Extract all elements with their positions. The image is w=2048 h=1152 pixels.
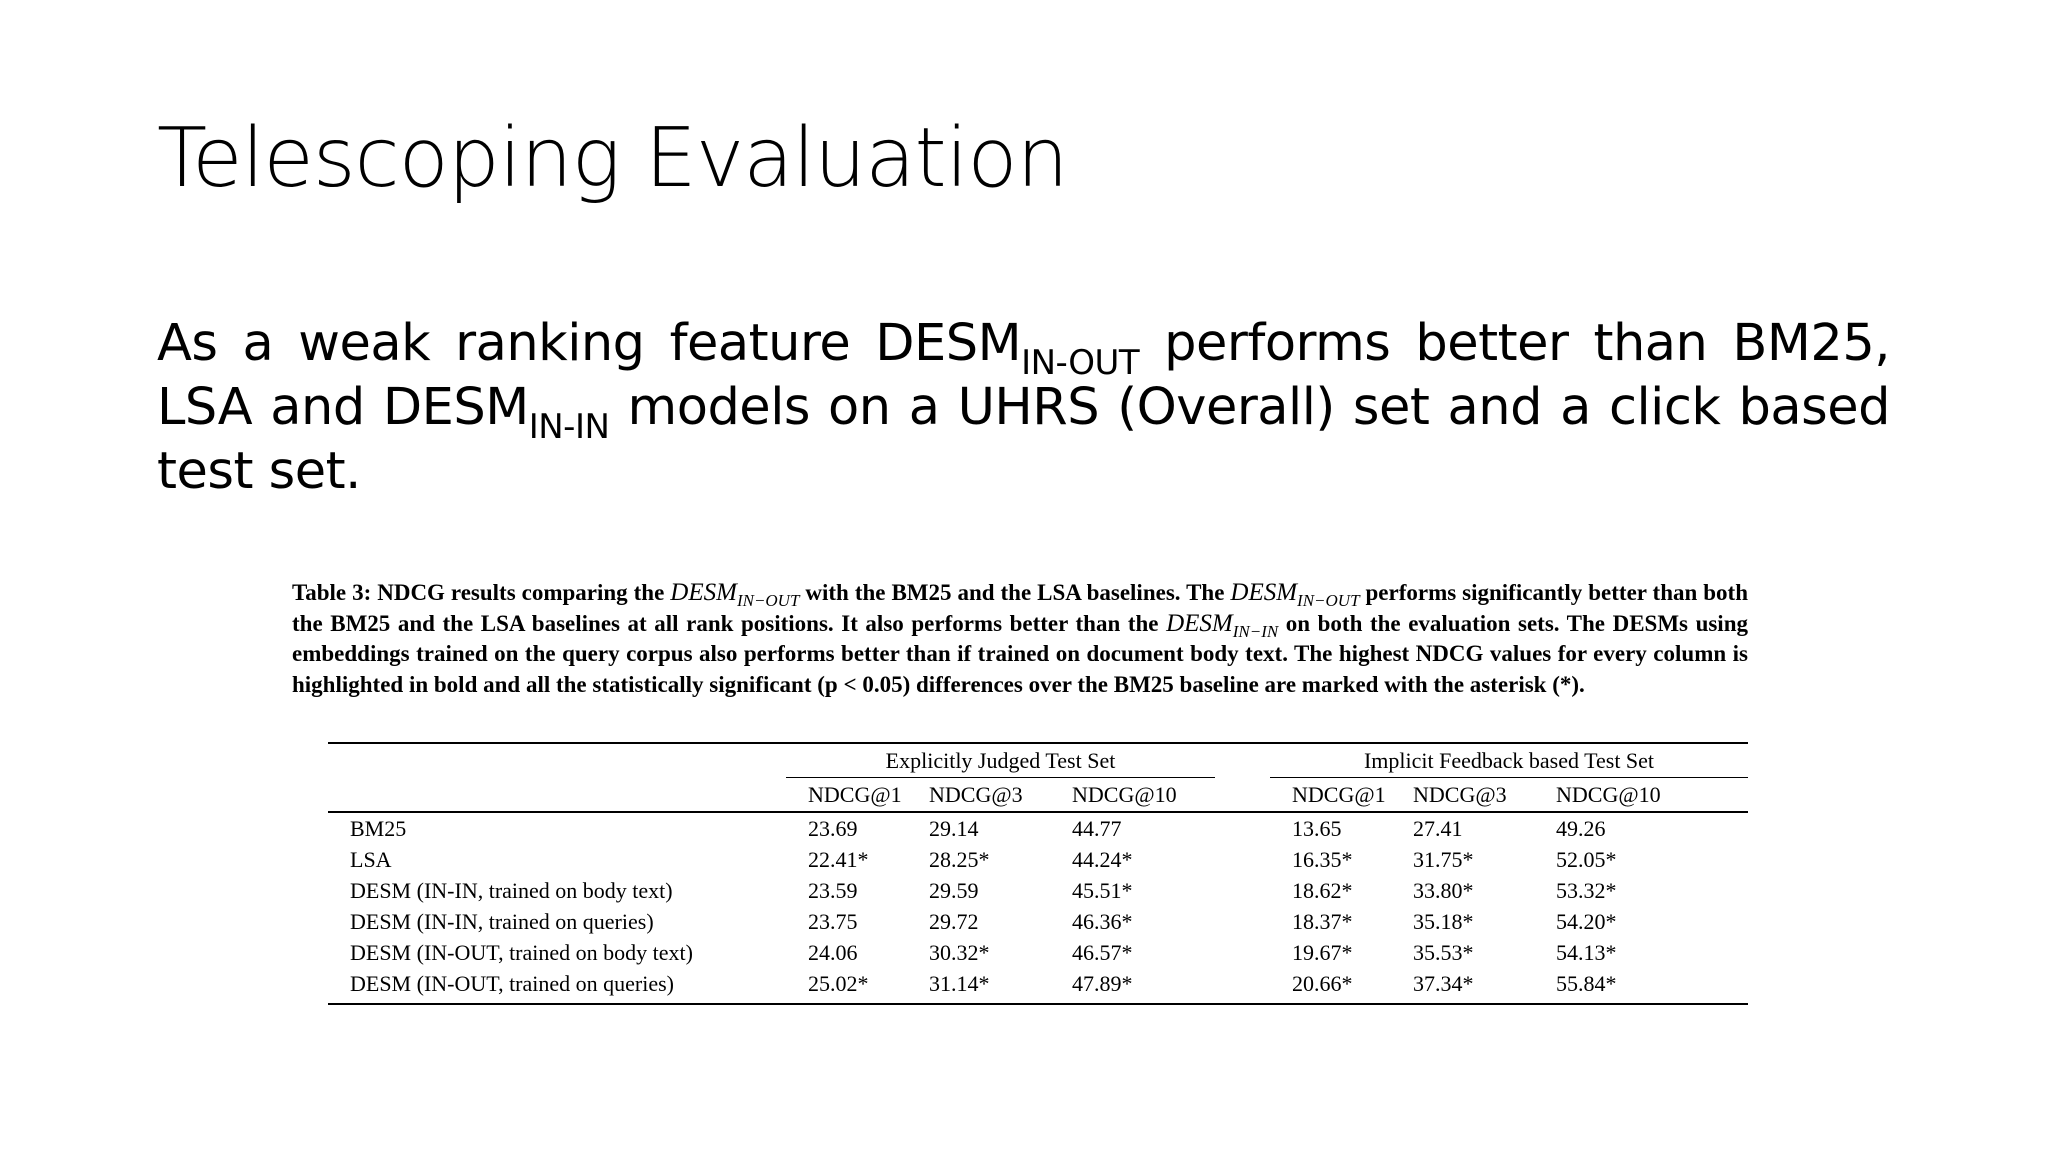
column-header: NDCG@10 (1556, 781, 1661, 807)
caption-text: with the BM25 and the LSA baselines. The (799, 580, 1231, 605)
group-header-label: Explicitly Judged Test Set (786, 748, 1215, 778)
row-model-name: BM25 (350, 815, 407, 841)
caption-text: Table 3: NDCG results comparing the (292, 580, 671, 605)
slide-title: Telescoping Evaluation (157, 111, 1068, 206)
table-row (328, 812, 1748, 844)
row-value: 45.51* (1072, 877, 1133, 903)
column-header-model (328, 778, 786, 812)
row-value: 13.65 (1292, 815, 1342, 841)
results-table (328, 742, 1748, 1005)
row-value: 23.59 (808, 877, 858, 903)
row-value: 24.06 (808, 939, 858, 965)
column-gap (1215, 778, 1270, 812)
group-gap (1215, 743, 1270, 778)
row-value: 54.20* (1556, 908, 1617, 934)
body-text-part: performs better than BM25, LSA and DESM (157, 314, 1890, 437)
row-value: 18.62* (1292, 877, 1353, 903)
table-body (328, 812, 1748, 1004)
table-row (328, 906, 1748, 937)
group-header-label: Implicit Feedback based Test Set (1270, 748, 1748, 778)
row-value: 44.24* (1072, 846, 1133, 872)
row-value: 20.66* (1292, 970, 1353, 996)
row-value: 54.13* (1556, 939, 1617, 965)
column-header: NDCG@1 (808, 781, 902, 807)
row-value: 29.14 (929, 815, 979, 841)
row-value: 25.02* (808, 970, 869, 996)
row-value: 28.25* (929, 846, 990, 872)
row-gap (1215, 812, 1270, 844)
row-value: 55.84* (1556, 970, 1617, 996)
table-figure (290, 570, 1750, 1040)
row-value: 35.53* (1413, 939, 1474, 965)
caption-math-base: DESM (1166, 609, 1233, 637)
row-model-name: DESM (IN-IN, trained on queries) (350, 908, 654, 934)
body-subscript: IN-OUT (1021, 343, 1140, 383)
row-value: 22.41* (808, 846, 869, 872)
row-value: 47.89* (1072, 970, 1133, 996)
row-value: 46.57* (1072, 939, 1133, 965)
caption-math-sub: IN−IN (1232, 621, 1279, 641)
caption-math-sub: IN−OUT (736, 591, 800, 610)
body-text-part: models on a UHRS (Overall) set and a click based test set. (157, 378, 1890, 501)
row-gap (1215, 937, 1270, 968)
body-text-part: As a weak ranking feature DESM (157, 314, 1022, 373)
caption-math (1166, 609, 1279, 641)
row-model-name: DESM (IN-OUT, trained on queries) (350, 970, 675, 996)
group-header-explicit (786, 743, 1215, 778)
row-value: 49.26 (1556, 815, 1606, 841)
row-value: 16.35* (1292, 846, 1353, 872)
row-model-name: LSA (350, 846, 392, 872)
row-value: 37.34* (1413, 970, 1474, 996)
slide-body-text (157, 312, 1890, 504)
caption-math (670, 579, 800, 610)
table-row (328, 968, 1748, 1004)
row-value: 18.37* (1292, 908, 1353, 934)
group-header-row (328, 743, 1748, 778)
caption-math (1230, 579, 1360, 610)
caption-math-base: DESM (1230, 579, 1298, 606)
row-value: 27.41 (1413, 815, 1463, 841)
row-value: 44.77 (1072, 815, 1122, 841)
row-value: 23.69 (808, 815, 858, 841)
caption-text: performs significantly better than both the BM25 and the LSA baselines at all rank positions. It also performs better than the (292, 580, 1748, 636)
row-value: 19.67* (1292, 939, 1353, 965)
body-subscript: IN-IN (528, 407, 610, 447)
table-row (328, 844, 1748, 875)
column-header: NDCG@3 (1413, 781, 1507, 807)
row-gap (1215, 968, 1270, 1004)
column-header-row (328, 778, 1748, 812)
group-header-implicit (1270, 743, 1748, 778)
row-value: 29.59 (929, 877, 979, 903)
results-table-wrapper (328, 742, 2004, 1005)
column-header: NDCG@3 (929, 781, 1023, 807)
row-gap (1215, 875, 1270, 906)
table-corner (328, 743, 786, 778)
row-value: 33.80* (1413, 877, 1474, 903)
table-row (328, 937, 1748, 968)
row-gap (1215, 844, 1270, 875)
row-value: 23.75 (808, 908, 858, 934)
row-model-name: DESM (IN-OUT, trained on body text) (350, 939, 693, 965)
row-value: 30.32* (929, 939, 990, 965)
row-value: 35.18* (1413, 908, 1474, 934)
table-row (328, 875, 1748, 906)
table-caption (292, 578, 1748, 700)
row-value: 52.05* (1556, 846, 1617, 872)
caption-math-sub: IN−OUT (1297, 591, 1360, 610)
row-gap (1215, 906, 1270, 937)
column-header: NDCG@1 (1292, 781, 1386, 807)
row-model-name: DESM (IN-IN, trained on body text) (350, 877, 673, 903)
caption-math-base: DESM (670, 579, 737, 606)
caption-text: on both the evaluation sets. The DESMs using embeddings trained on the query corpus also performs better than if trained on document body text. The highest NDCG values for every column is highlighted in bold and all the statistically significant (p < 0.05) differences over the BM25 baseline are marked with the asterisk (*). (292, 610, 1748, 697)
row-value: 31.75* (1413, 846, 1474, 872)
row-value: 31.14* (929, 970, 990, 996)
row-value: 53.32* (1556, 877, 1617, 903)
column-header: NDCG@10 (1072, 781, 1177, 807)
row-value: 29.72 (929, 908, 979, 934)
row-value: 46.36* (1072, 908, 1133, 934)
